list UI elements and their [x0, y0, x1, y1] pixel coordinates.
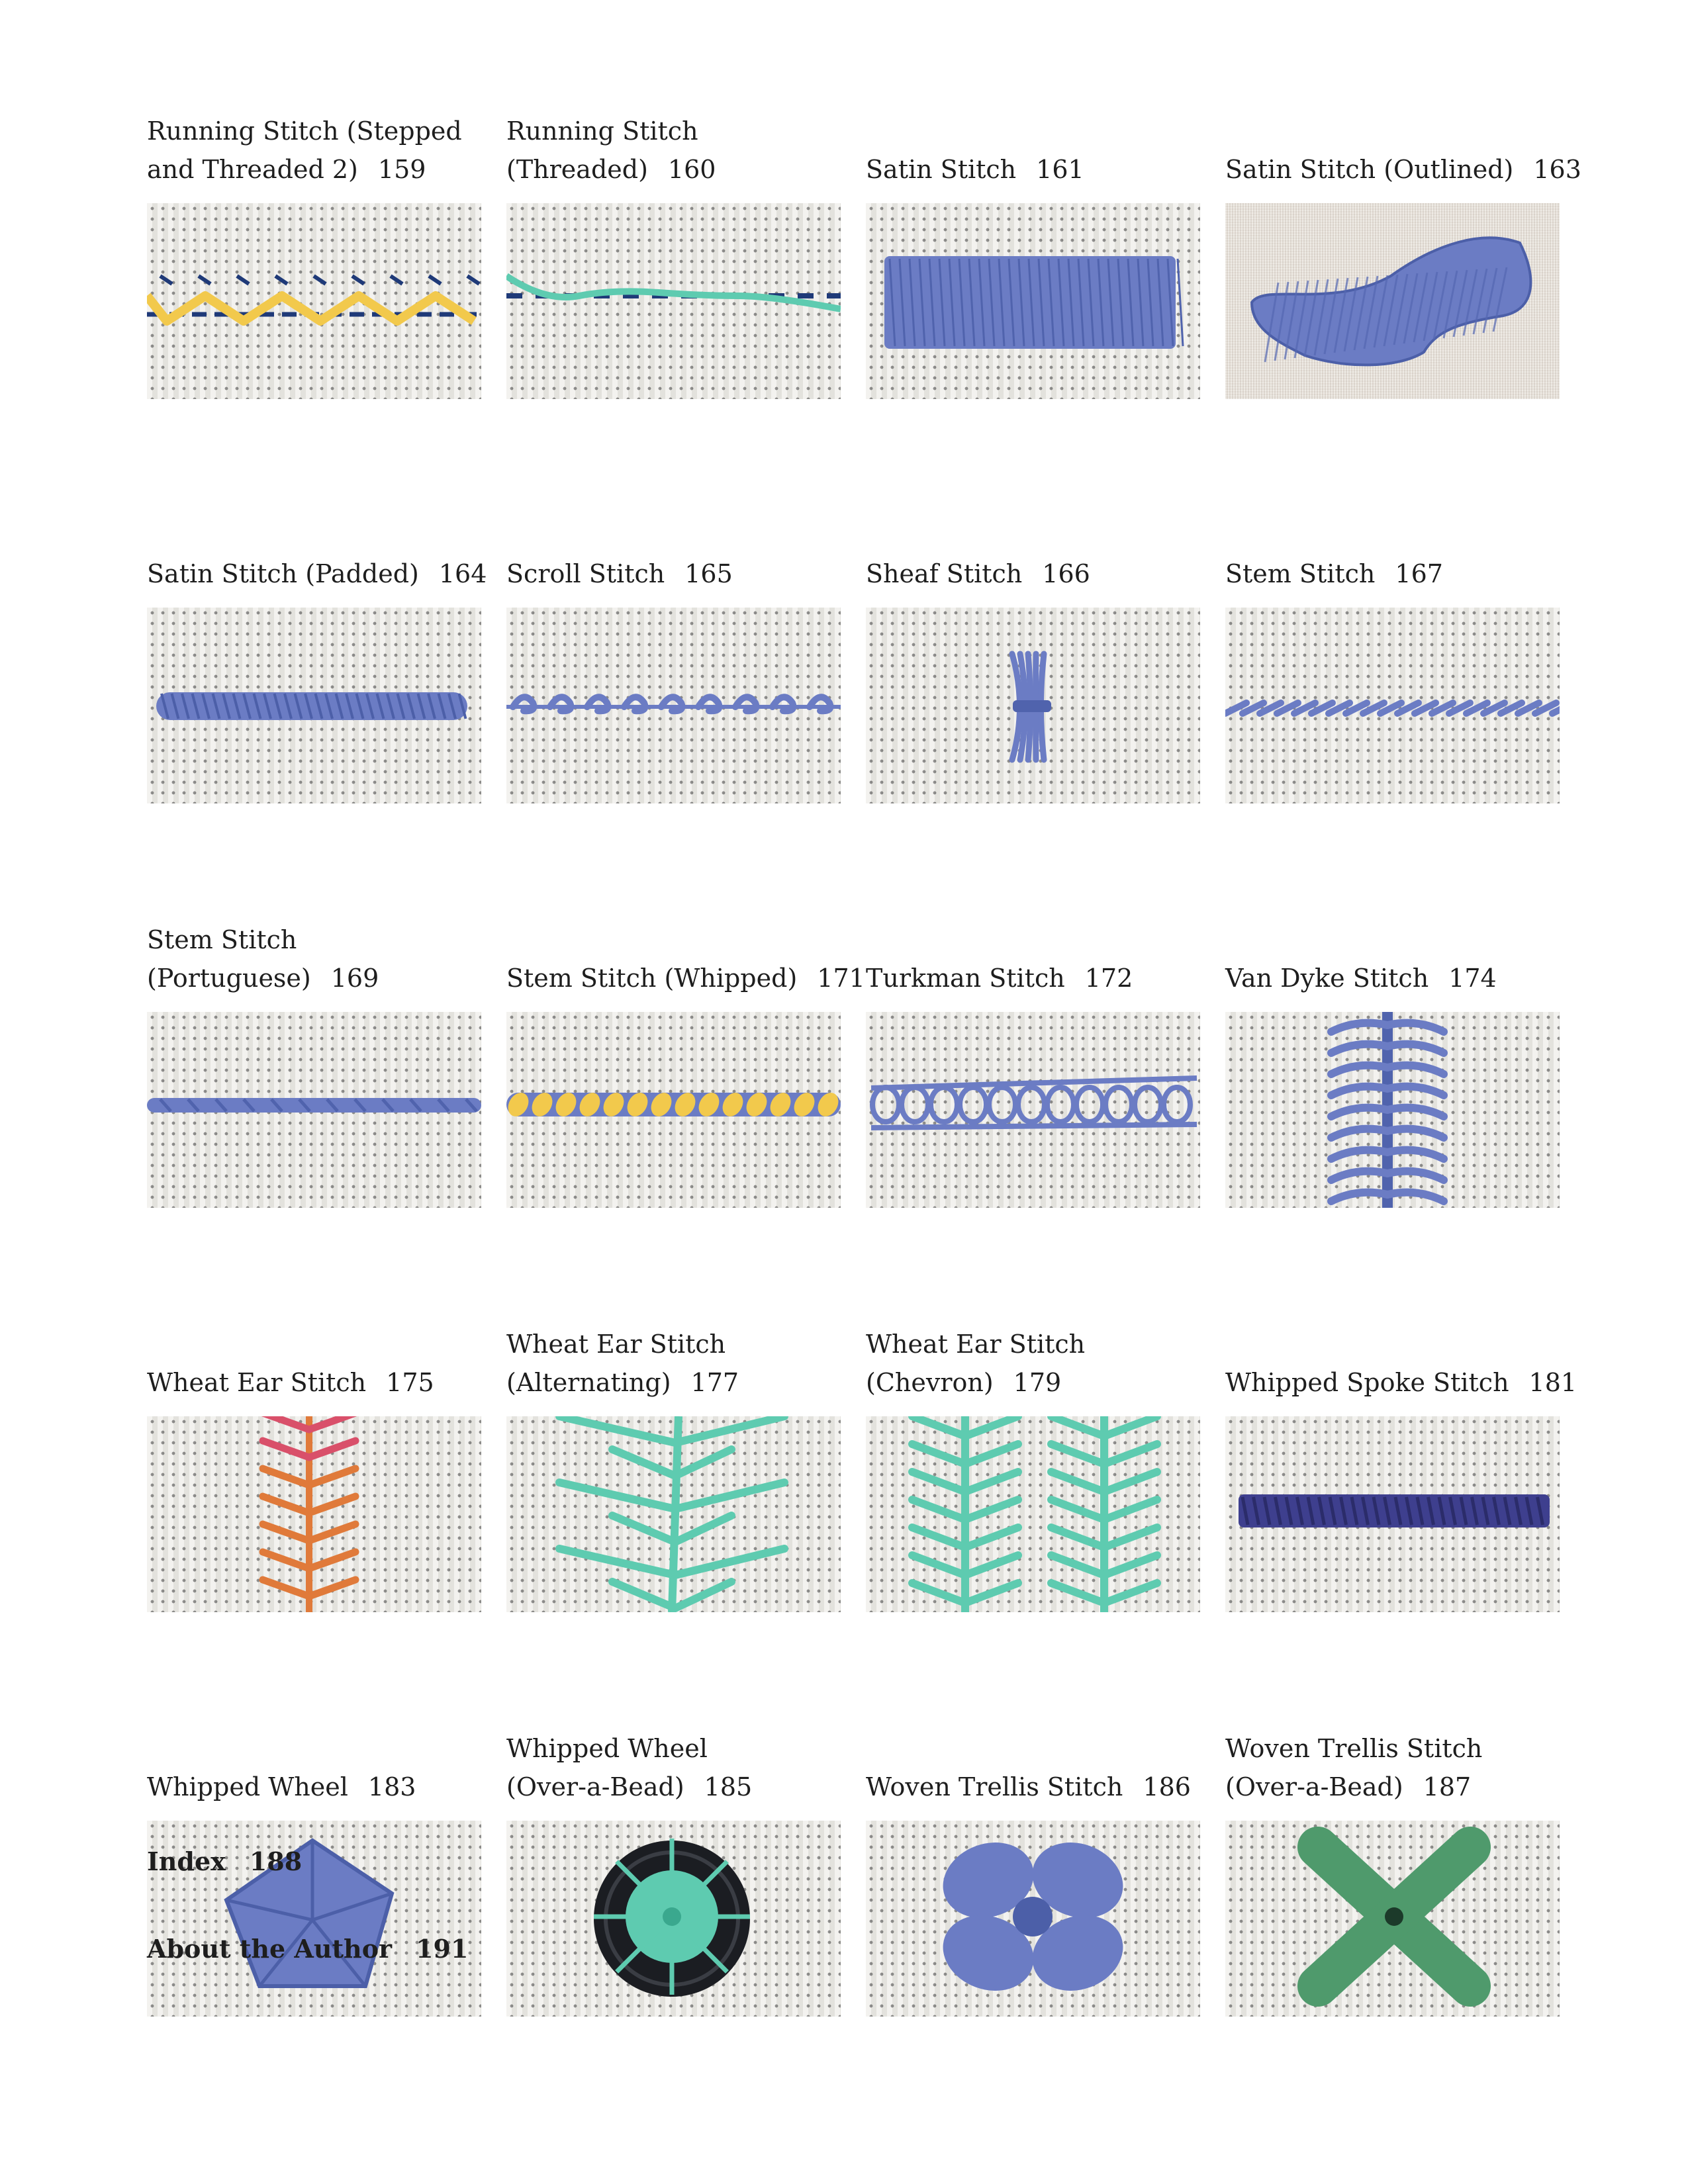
entry-page-number: 179 — [1013, 1368, 1062, 1397]
entry-caption — [147, 1326, 481, 1416]
stitch-illustration — [147, 608, 481, 803]
entry-caption — [866, 517, 1200, 608]
entry-caption — [1225, 517, 1560, 608]
entry-page-number: 174 — [1448, 964, 1497, 993]
satin-stitch-swatch — [866, 203, 1200, 399]
entry-page-number: 187 — [1423, 1772, 1472, 1801]
entry-title-line — [506, 555, 841, 593]
entry-title: Satin Stitch — [866, 155, 1017, 184]
entry-title: Whipped Wheel — [506, 1734, 708, 1763]
stitch-illustration — [1225, 1012, 1560, 1208]
sheaf-stitch-swatch — [866, 608, 1200, 803]
stitch-illustration — [506, 1012, 841, 1208]
entry-title: (Over-a-Bead) — [1225, 1772, 1403, 1801]
running-stitch-stepped-threaded-2-swatch — [147, 203, 481, 399]
toc-entry[interactable] — [506, 921, 865, 1208]
entry-title-line — [866, 555, 1200, 593]
entry-caption — [506, 921, 865, 1012]
entry-page-number: 186 — [1143, 1772, 1191, 1801]
entry-title: and Threaded 2) — [147, 155, 358, 184]
toc-entry[interactable] — [1225, 113, 1581, 399]
stitch-illustration — [147, 1012, 481, 1208]
entry-caption — [506, 517, 841, 608]
whipped-spoke-stitch-swatch — [1225, 1416, 1560, 1612]
entry-page-number: 160 — [667, 155, 716, 184]
stitch-illustration — [866, 608, 1200, 803]
entry-title: Scroll Stitch — [506, 559, 665, 588]
entry-caption — [506, 113, 841, 203]
toc-entry[interactable] — [866, 1730, 1200, 2017]
entry-title: (Over-a-Bead) — [506, 1772, 684, 1801]
stitch-illustration — [506, 1416, 841, 1612]
entry-title-line — [866, 959, 1200, 997]
entry-title: Stem Stitch (Whipped) — [506, 964, 798, 993]
entry-page-number: 159 — [377, 155, 426, 184]
entry-title-line — [147, 150, 481, 189]
entry-title-line — [866, 1768, 1200, 1806]
entry-title: Sheaf Stitch — [866, 559, 1023, 588]
entry-page-number: 166 — [1042, 559, 1090, 588]
backmatter-page-number: 188 — [249, 1846, 303, 1876]
entry-title-line — [147, 1363, 481, 1402]
entry-title: (Alternating) — [506, 1368, 671, 1397]
backmatter-label: Index — [147, 1846, 226, 1876]
toc-entry[interactable] — [1225, 1326, 1577, 1612]
satin-stitch-outlined-swatch — [1225, 203, 1560, 399]
entry-caption — [866, 1326, 1200, 1416]
stitch-illustration — [147, 1416, 481, 1612]
entry-title: (Chevron) — [866, 1368, 994, 1397]
entry-page-number: 171 — [817, 964, 865, 993]
entry-title-line — [506, 1325, 841, 1363]
entry-caption — [147, 517, 487, 608]
entry-title-line — [506, 112, 841, 150]
entry-title: Van Dyke Stitch — [1225, 964, 1429, 993]
entry-title-line — [866, 1325, 1200, 1363]
stem-stitch-swatch — [1225, 608, 1560, 803]
entry-caption — [506, 1730, 841, 1821]
whipped-wheel-over-a-bead-swatch — [506, 1821, 841, 2017]
entry-title: Wheat Ear Stitch — [866, 1330, 1086, 1359]
entry-title: Whipped Spoke Stitch — [1225, 1368, 1509, 1397]
van-dyke-stitch-swatch — [1225, 1012, 1560, 1208]
entry-caption — [866, 1730, 1200, 1821]
entry-title: (Portuguese) — [147, 964, 311, 993]
turkman-stitch-swatch — [866, 1012, 1200, 1208]
entry-caption — [1225, 1730, 1560, 1821]
stitch-illustration — [506, 203, 841, 399]
entry-title: Turkman Stitch — [866, 964, 1065, 993]
entry-title-line — [1225, 1768, 1560, 1806]
entry-title-line — [147, 555, 487, 593]
entry-title: Woven Trellis Stitch — [1225, 1734, 1483, 1763]
entry-title-line — [506, 150, 841, 189]
woven-trellis-stitch-over-a-bead-swatch — [1225, 1821, 1560, 2017]
entry-title-line — [506, 1768, 841, 1806]
entry-title-line — [1225, 555, 1560, 593]
toc-entry[interactable] — [506, 1730, 841, 2017]
entry-title-line — [147, 1768, 481, 1806]
entry-caption — [506, 1326, 841, 1416]
backmatter-page-number: 191 — [416, 1934, 469, 1964]
stem-stitch-whipped-swatch — [506, 1012, 841, 1208]
entry-title-line — [1225, 150, 1581, 189]
toc-entry[interactable] — [1225, 517, 1560, 803]
stitch-illustration — [1225, 203, 1560, 399]
toc-entry[interactable] — [147, 517, 487, 803]
entry-caption — [1225, 921, 1560, 1012]
entry-title-line — [147, 959, 481, 997]
toc-entry[interactable] — [147, 921, 481, 1208]
entry-caption — [147, 113, 481, 203]
toc-entry[interactable] — [147, 1326, 481, 1612]
entry-title: Woven Trellis Stitch — [866, 1772, 1123, 1801]
entry-page-number: 165 — [684, 559, 733, 588]
backmatter-index[interactable] — [147, 1846, 302, 1876]
entry-title: Running Stitch — [506, 116, 698, 146]
entry-title: Satin Stitch (Outlined) — [1225, 155, 1514, 184]
entry-title: Running Stitch (Stepped — [147, 116, 462, 146]
entry-title-line — [1225, 1363, 1577, 1402]
entry-page-number: 185 — [704, 1772, 753, 1801]
entry-title: Wheat Ear Stitch — [147, 1368, 367, 1397]
entry-page-number: 181 — [1528, 1368, 1577, 1397]
running-stitch-threaded-swatch — [506, 203, 841, 399]
entry-page-number: 177 — [690, 1368, 739, 1397]
entry-title: Whipped Wheel — [147, 1772, 348, 1801]
stitch-illustration — [506, 608, 841, 803]
entry-title: Stem Stitch — [147, 925, 297, 954]
backmatter-about-the-author[interactable] — [147, 1934, 468, 1964]
entry-title: Wheat Ear Stitch — [506, 1330, 726, 1359]
entry-title-line — [506, 1729, 841, 1768]
toc-entry[interactable] — [866, 921, 1200, 1208]
entry-title-line — [866, 150, 1200, 189]
entry-title-line — [506, 959, 865, 997]
entry-page-number: 167 — [1395, 559, 1443, 588]
entry-page-number: 183 — [367, 1772, 416, 1801]
entry-caption — [866, 113, 1200, 203]
toc-entry[interactable] — [506, 1326, 841, 1612]
stitch-illustration — [866, 203, 1200, 399]
entry-page-number: 172 — [1084, 964, 1133, 993]
scroll-stitch-swatch — [506, 608, 841, 803]
wheat-ear-stitch-swatch — [147, 1416, 481, 1612]
stitch-illustration — [866, 1012, 1200, 1208]
entry-title: Satin Stitch (Padded) — [147, 559, 419, 588]
stem-stitch-portuguese-swatch — [147, 1012, 481, 1208]
entry-caption — [147, 1730, 481, 1821]
stitch-illustration — [866, 1416, 1200, 1612]
entry-page-number: 169 — [330, 964, 379, 993]
stitch-illustration — [147, 203, 481, 399]
entry-title: Stem Stitch — [1225, 559, 1376, 588]
toc-entry[interactable] — [1225, 921, 1560, 1208]
entry-page-number: 164 — [438, 559, 487, 588]
toc-entry[interactable] — [506, 517, 841, 803]
entry-title-line — [1225, 1729, 1560, 1768]
stitch-grid — [147, 113, 1581, 2017]
entry-caption — [1225, 1326, 1577, 1416]
entry-page-number: 175 — [386, 1368, 434, 1397]
stitch-illustration — [1225, 1821, 1560, 2017]
entry-title-line — [1225, 959, 1560, 997]
entry-caption — [1225, 113, 1581, 203]
entry-title-line — [147, 112, 481, 150]
stitch-illustration — [866, 1821, 1200, 2017]
toc-entry[interactable] — [506, 113, 841, 399]
entry-title-line — [866, 1363, 1200, 1402]
toc-entry[interactable] — [866, 1326, 1200, 1612]
entry-title: (Threaded) — [506, 155, 648, 184]
entry-caption — [147, 921, 481, 1012]
toc-entry[interactable] — [147, 113, 481, 399]
entry-page-number: 161 — [1036, 155, 1084, 184]
wheat-ear-stitch-alternating-swatch — [506, 1416, 841, 1612]
stitch-illustration — [1225, 1416, 1560, 1612]
entry-caption — [866, 921, 1200, 1012]
entry-title-line — [147, 921, 481, 959]
entry-title-line — [506, 1363, 841, 1402]
wheat-ear-stitch-chevron-swatch — [866, 1416, 1200, 1612]
stitch-illustration — [506, 1821, 841, 2017]
satin-stitch-padded-swatch — [147, 608, 481, 803]
toc-entry[interactable] — [1225, 1730, 1560, 2017]
stitch-illustration — [1225, 608, 1560, 803]
toc-entry[interactable] — [866, 517, 1200, 803]
backmatter-label: About the Author — [147, 1934, 393, 1964]
entry-page-number: 163 — [1533, 155, 1581, 184]
woven-trellis-stitch-swatch — [866, 1821, 1200, 2017]
toc-entry[interactable] — [866, 113, 1200, 399]
